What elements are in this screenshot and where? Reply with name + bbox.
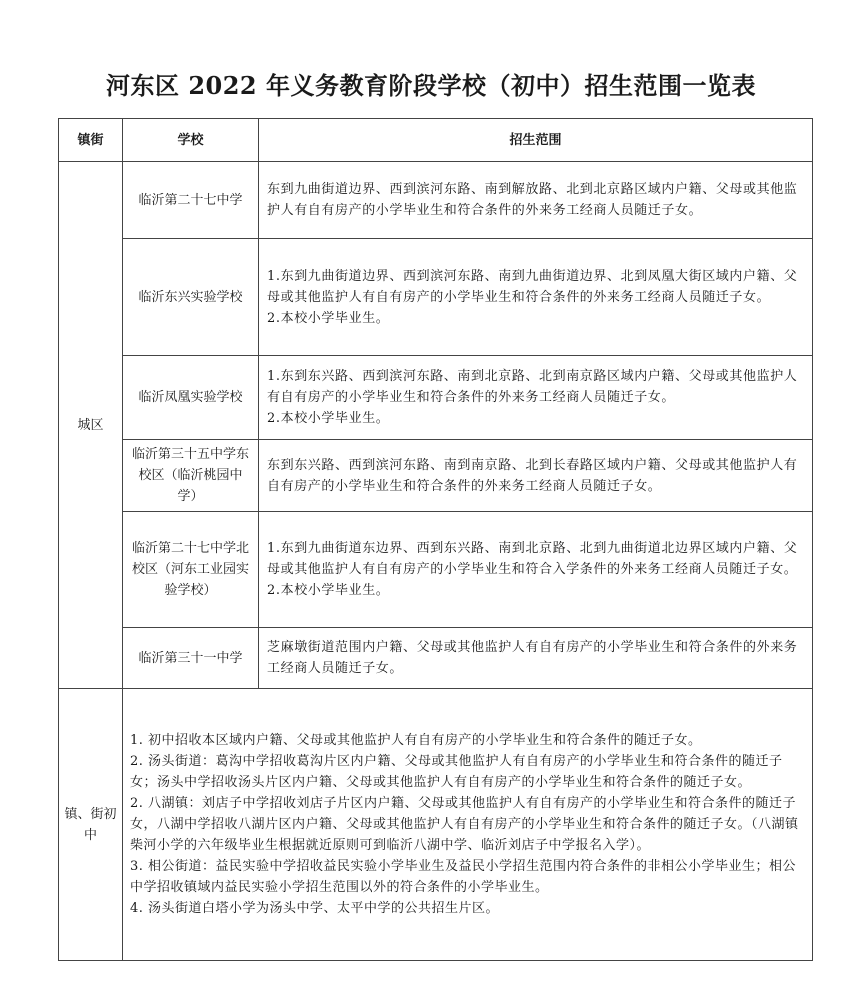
header-scope: 招生范围 [259, 119, 813, 162]
scope-line: 芝麻墩街道范围内户籍、父母或其他监护人有自有房产的小学毕业生和符合条件的外来务工经商人员随迁子女。 [267, 640, 798, 676]
scope-cell [259, 356, 813, 440]
scope-line: 2.本校小学毕业生。 [267, 583, 390, 598]
towns-scope-cell [123, 689, 813, 961]
page-title: 河东区 2022 年义务教育阶段学校（初中）招生范围一览表 [105, 71, 756, 100]
table-row [59, 356, 813, 440]
scope-line: 东到九曲街道边界、西到滨河东路、南到解放路、北到北京路区域内户籍、父母或其他监护人有自有房产的小学毕业生和符合条件的外来务工经商人员随迁子女。 [267, 182, 798, 218]
school-cell: 临沂第三十一中学 [123, 628, 259, 689]
scope-line: 东到东兴路、西到滨河东路、南到南京路、北到长春路区域内户籍、父母或其他监护人有自有房产的小学毕业生和符合条件的外来务工经商人员随迁子女。 [267, 457, 798, 494]
scope-line: 1.东到九曲街道边界、西到滨河东路、南到九曲街道边界、北到凤凰大街区域内户籍、父母或其他监护人有自有房产的小学毕业生和符合条件的外来务工经商人员随迁子女。 [267, 268, 798, 305]
towns-paragraph: 4. 汤头街道白塔小学为汤头中学、太平中学的公共招生片区。 [130, 901, 500, 916]
scope-cell [259, 239, 813, 356]
table-row [59, 239, 813, 356]
scope-cell [259, 440, 813, 512]
school-cell: 临沂东兴实验学校 [123, 239, 259, 356]
scope-line: 1.东到东兴路、西到滨河东路、南到北京路、北到南京路区域内户籍、父母或其他监护人有自有房产的小学毕业生和符合条件的外来务工经商人员随迁子女。 [267, 369, 798, 405]
scope-cell [259, 162, 813, 239]
town-cell-towns: 镇、街初中 [59, 689, 123, 961]
scope-line: 2.本校小学毕业生。 [267, 310, 390, 326]
scope-line: 2.本校小学毕业生。 [267, 411, 390, 426]
school-cell: 临沂第二十七中学 [123, 162, 259, 239]
table-row [59, 689, 813, 961]
scope-cell [259, 512, 813, 628]
table-row [59, 512, 813, 628]
header-town: 镇街 [59, 119, 123, 162]
table-row [59, 628, 813, 689]
school-cell: 临沂凤凰实验学校 [123, 356, 259, 440]
scope-line: 1.东到九曲街道东边界、西到东兴路、南到北京路、北到九曲街道北边界区域内户籍、父母或其他监护人有自有房产的小学毕业生和符合入学条件的外来务工经商人员随迁子女。 [267, 541, 798, 577]
header-school: 学校 [123, 119, 259, 162]
towns-paragraph: 1. 初中招收本区域内户籍、父母或其他监护人有自有房产的小学毕业生和符合条件的随迁子女。 [130, 733, 702, 748]
table-row [59, 440, 813, 512]
table-header-row [59, 119, 813, 162]
towns-paragraph: 2. 汤头街道：葛沟中学招收葛沟片区内户籍、父母或其他监护人有自有房产的小学毕业生和符合条件的随迁子女；汤头中学招收汤头片区内户籍、父母或其他监护人有自有房产的小学毕业生和符合条件的随迁子女。 [130, 754, 783, 790]
table-row [59, 162, 813, 239]
towns-paragraph: 2. 八湖镇：刘店子中学招收刘店子片区内户籍、父母或其他监护人有自有房产的小学毕业生和符合条件的随迁子女，八湖中学招收八湖片区内户籍、父母或其他监护人有自有房产的小学毕业生和符合条件的随迁子女。（八湖镇柴河小学的六年级毕业生根据就近原则可到临沂八湖中学、临沂刘店子中学报名入学）。 [130, 796, 799, 853]
school-cell: 临沂第二十七中学北校区（河东工业园实验学校） [123, 512, 259, 628]
scope-cell [259, 628, 813, 689]
enrollment-table [58, 118, 813, 961]
town-cell-urban: 城区 [59, 162, 123, 689]
school-cell: 临沂第三十五中学东校区（临沂桃园中学） [123, 440, 259, 512]
towns-paragraph: 3. 相公街道：益民实验中学招收益民实验小学毕业生及益民小学招生范围内符合条件的非相公小学毕业生；相公中学招收镇域内益民实验小学招生范围以外的符合条件的小学毕业生。 [130, 859, 797, 895]
